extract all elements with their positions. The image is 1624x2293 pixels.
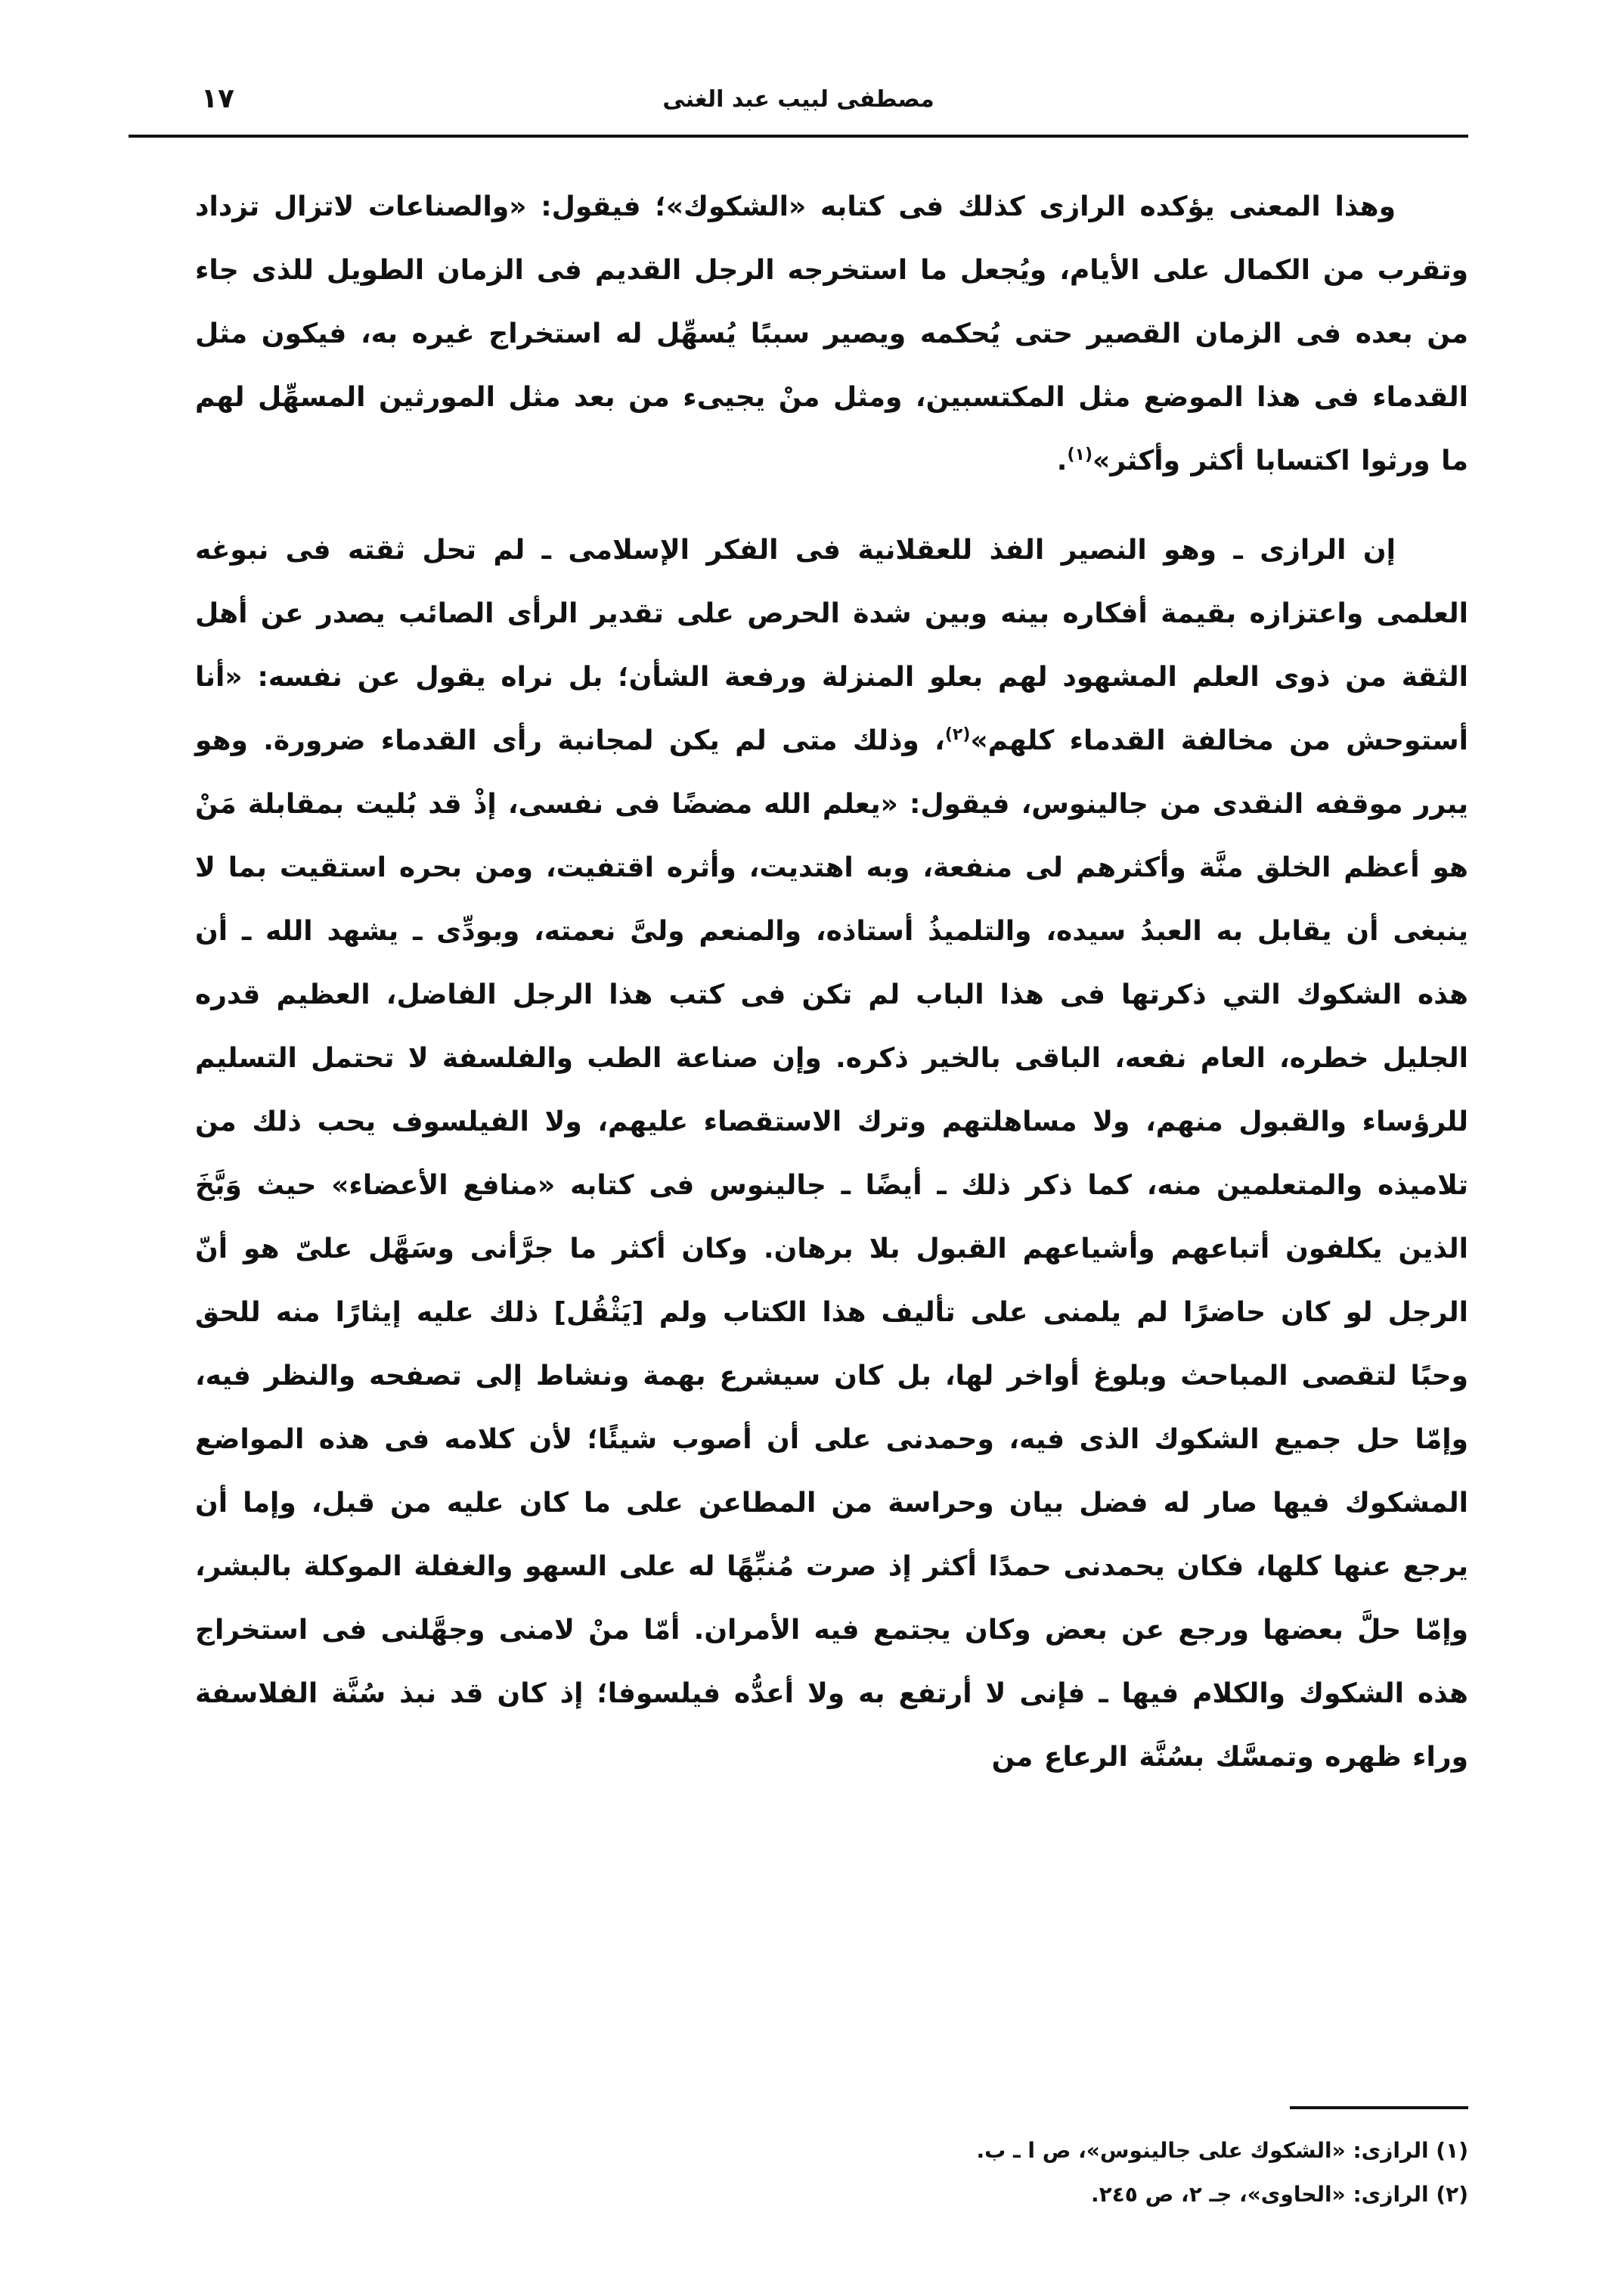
paragraph-1-text: وهذا المعنى يؤكده الرازى كذلك فى كتابه «الشكوك»؛ فيقول: «والصناعات لاتزال تزداد وتقرب من الكمال على الأيام، ويُجعل ما استخرجه الرجل القديم فى الزمان الطويل للذى جاء من بعده فى الزمان القصير حتى يُحكمه ويصير سببًا يُسهِّل له استخراج غيره به، فيكون مثل القدماء فى هذا الموضع مثل المكتسبين، ومثل منْ يجيىء من بعد مثل المورثين المسهِّل لهم ما ورثوا اكتسابا أكثر وأكثر» [195, 191, 1468, 476]
footnote-ref-2: (٢) [944, 725, 971, 744]
body-text [195, 175, 1468, 1789]
footnotes [195, 2129, 1468, 2217]
paragraph-2-text-a: إن الرازى ـ وهو النصير الفذ للعقلانية فى الفكر الإسلامى ـ لم تحل ثقته فى نبوغه العلمى واعتزازه بقيمة أفكاره بينه وبين شدة الحرص على تقدير الرأى الصائب يصدر عن أهل الثقة من ذوى العلم المشهود لهم بعلو المنزلة ورفعة الشأن؛ بل نراه يقول عن نفسه: «أنا أستوحش من مخالفة القدماء كلهم» [195, 535, 1469, 756]
header-rule [129, 135, 1468, 138]
running-header [129, 73, 1468, 126]
footnote-2: (٢) الرازى: «الحاوى»، جـ ٢، ص ٢٤٥. [1090, 2182, 1468, 2207]
paragraph-1-end: . [1056, 445, 1068, 476]
footnote-rule [1290, 2106, 1468, 2109]
footnote-1: (١) الرازى: «الشكوك على جالينوس»، ص ا ـ ب. [976, 2138, 1468, 2163]
paragraph-2 [195, 519, 1468, 1789]
footnote-ref-1: (١) [1067, 445, 1092, 464]
header-author: مصطفى لبيب عبد الغنى [662, 86, 934, 113]
paragraph-2-text-b: ، وذلك متى لم يكن لمجانبة رأى القدماء ضرورة. وهو يبرر موقفه النقدى من جالينوس، فيقول: «يعلم الله مضضًا فى نفسى، إذْ قد بُليت بمقابلة مَنْ هو أعظم الخلق منَّة وأكثرهم لى منفعة، وبه اهتديت، وأثره اقتفيت، ومن بحره استقيت بما لا ينبغى أن يقابل به العبدُ سيده، والتلميذُ أستاذه، والمنعم ولىَّ نعمته، وبودِّى ـ يشهد الله ـ أن هذه الشكوك التي ذكرتها فى هذا الباب لم تكن فى كتب هذا الرجل الفاضل، العظيم قدره الجليل خطره، العام نفعه، الباقى بالخير ذكره. وإن صناعة الطب والفلسفة لا تحتمل التسليم للرؤساء والقبول منهم، ولا مساهلتهم وترك الاستقصاء عليهم، ولا الفيلسوف يحب ذلك من تلاميذه والمتعلمين منه، كما ذكر ذلك ـ أيضًا ـ جالينوس فى كتابه «منافع الأعضاء» حيث وَبَّخَ الذين يكلفون أتباعهم وأشياعهم القبول بلا برهان. وكان أكثر ما جرَّأنى وسَهَّل علىّ هو أنّ الرجل لو كان حاضرًا لم يلمنى على تأليف هذا الكتاب ولم [يَثْقُل] ذلك عليه إيثارًا منه للحق وحبًا لتقصى المباحث وبلوغ أواخر لها، بل كان سيشرع بهمة ونشاط إلى تصفحه والنظر فيه، وإمّا حل جميع الشكوك الذى فيه، وحمدنى على أن أصوب شيئًا؛ لأن كلامه فى هذه المواضع المشكوك فيها صار له فضل بيان وحراسة من المطاعن على ما كان عليه من قبل، وإما أن يرجع عنها كلها، فكان يحمدنى حمدًا أكثر إذ صرت مُنبِّهًا له على السهو والغفلة الموكلة بالبشر، وإمّا حلَّ بعضها ورجع عن بعض وكان يجتمع فيه الأمران. أمّا منْ لامنى وجهَّلنى فى استخراج هذه الشكوك والكلام فيها ـ فإنى لا أرتفع به ولا أعدُّه فيلسوفا؛ إذ كان قد نبذ سُنَّة الفلاسفة وراء ظهره وتمسَّك بسُنَّة الرعاع من [195, 725, 1468, 1773]
paragraph-1 [195, 175, 1468, 493]
page-number: ١٧ [201, 83, 234, 114]
